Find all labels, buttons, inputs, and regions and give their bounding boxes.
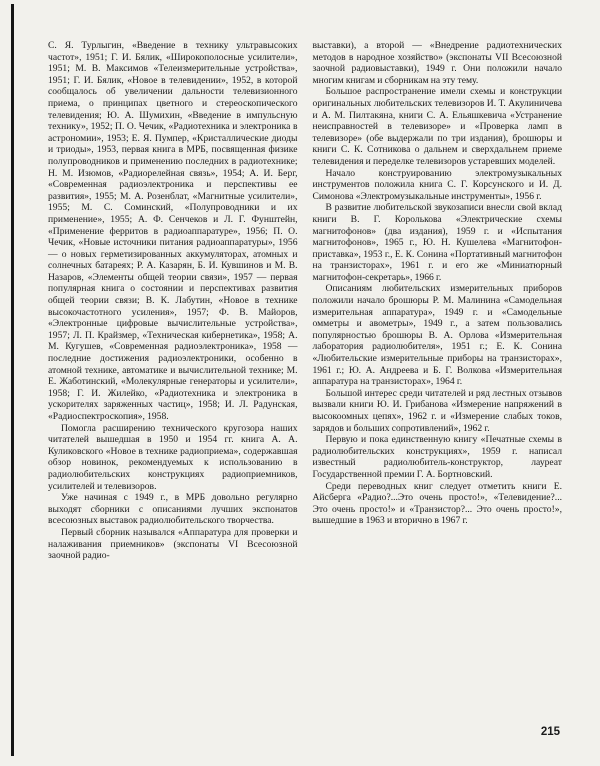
text-columns — [48, 40, 562, 562]
paragraph: С. Я. Турлыгин, «Введение в технику ультравысоких частот», 1951; Г. И. Бялик, «Широкополосные усилители», 1951; М. В. Максимов «Телеизмерительные устройства», 1951; Г. И. Бялик, «Новое в телевидении», 1952, в которой сообщалось об увеличении дальности телевизионного приема, о принципах цветного и стереоскопического телевидения; Ю. А. Шумихин, «Введение в импульсную технику», 1952; П. О. Чечик, «Радиотехника и электроника в астрономии», 1953; Е. Я. Пумпер, «Кристаллические диоды и триоды», 1953, первая книга в МРБ, посвященная физике полупроводников и применению последних в радиотехнике; Н. М. Изюмов, «Радиорелейная связь», 1954; А. И. Берг, «Современная радиоэлектроника и перспективы ее развития», 1955; М. А. Розенблат, «Магнитные усилители», 1955; М. С. Соминский, «Полупроводники и их применение», 1955; А. Ф. Сенчеков и Л. Г. Фунштейн, «Применение ферритов в радиоаппаратуре», 1956; П. О. Чечик, «Новые источники питания радиоаппаратуры», 1956 — о новых герметизированных аккумуляторах, атомных и солнечных батареях; Р. А. Казарян, Б. И. Кувшинов и М. В. Назаров, «Элементы общей теории связи», 1957 — первая популярная книга о состоянии и перспективах развития общей теории связи; В. К. Лабутин, «Новое в технике высокочастотного усиления», 1957; Ф. В. Майоров, «Электронные цифровые вычислительные устройства», 1957; Л. П. Крайзмер, «Техническая кибернетика», 1958; А. М. Кугушев, «Современная радиоэлектроника», 1958 — последние достижения радиоэлектроники, особенно в атомной технике, автоматике и вычислительной технике; М. Е. Жаботинский, «Молекулярные генераторы и усилители», 1958; Г. И. Жилейко, «Радиотехника и электроника в ускорителях заряженных частиц», 1958; И. Л. Радунская, «Радиоспектроскопия», 1958. — [48, 40, 298, 422]
paragraph: Большое распространение имели схемы и конструкции оригинальных любительских телевизоров И. Т. Акулиничева и А. М. Пилтакяна, книги С. А. Ельяшкевича «Устранение неисправностей в телевизоре» и «Проверка ламп в телевизоре» (обе выдержали по три издания), брошюры и книги С. К. Сотникова о дальнем и сверхдальнем приеме телевидения и переделке телевизоров устаревших моделей. — [312, 86, 562, 167]
paragraph: Начало конструированию электромузыкальных инструментов положила книга С. Г. Корсунского и И. Д. Симонова «Электромузыкальные инструменты», 1956 г. — [312, 167, 562, 202]
page-number: 215 — [540, 726, 560, 738]
paragraph: Помогла расширению технического кругозора наших читателей вышедшая в 1950 и 1954 гг. книга А. А. Куликовского «Новое в технике радиоприема», содержавшая обзор новинок, рекомендуемых к использованию в радиолюбительских конструкциях радиоприемников, усилителей и телевизоров. — [48, 422, 298, 492]
paragraph: Уже начиная с 1949 г., в МРБ довольно регулярно выходят сборники с описаниями лучших экспонатов всесоюзных выставок радиолюбительского творчества. — [48, 492, 298, 527]
paragraph: В развитие любительской звукозаписи внесли свой вклад книги В. Г. Королькова «Электрические схемы магнитофонов» (два издания), 1959 г. и «Испытания магнитофонов», 1965 г., Ю. Н. Кушелева «Магнитофон-приставка», 1953 г., Е. К. Сонина «Портативный магнитофон на транзисторах», 1961 г. и его же «Миниатюрный магнитофон-секретарь», 1966 г. — [312, 202, 562, 283]
paragraph: выставки), а второй — «Внедрение радиотехнических методов в народное хозяйство» (экспонаты VII Всесоюзной заочной радиовыставки), 1949 г. Они положили начало многим книгам и сборникам на эту тему. — [312, 40, 562, 86]
paragraph: Первую и пока единственную книгу «Печатные схемы в радиолюбительских конструкциях», 1959 г. написал известный радиолюбитель-конструктор, лауреат Государственной премии Г. А. Бортновский. — [312, 434, 562, 480]
paragraph: Первый сборник назывался «Аппаратура для проверки и налаживания приемников» (экспонаты VI Всесоюзной заочной радио- — [48, 526, 298, 562]
paragraph: Большой интерес среди читателей и ряд лестных отзывов вызвали книги Ю. И. Грибанова «Измерение напряжений в высокоомных цепях», 1962 г. и «Измерение слабых токов, зарядов и больших сопротивлений», 1962 г. — [312, 387, 562, 434]
paragraph: Среди переводных книг следует отметить книги Е. Айсберга «Радио?...Это очень просто!», «Телевидение?... Это очень просто!» и «Транзистор?... Это очень просто!», вышедшие в 1963 и вторично в 1967 г. — [312, 480, 562, 527]
left-column — [48, 40, 298, 562]
paragraph: Описаниям любительских измерительных приборов положили начало брошюры Р. М. Малинина «Самодельная измерительная аппаратура», 1949 г. и «Самодельные омметры и авометры», 1949 г., а затем пользовались популярностью брошюры В. А. Орлова «Измерительная лаборатория радиолюбителя», 1951 г.; Е. К. Сонина «Любительские измерительные приборы на транзисторах», 1961 г.; Ю. А. Андреева и Б. Г. Волкова «Измерительная аппаратура на транзисторах», 1964 г. — [312, 283, 562, 388]
right-column — [313, 40, 563, 562]
scan-gutter-line — [11, 4, 14, 756]
